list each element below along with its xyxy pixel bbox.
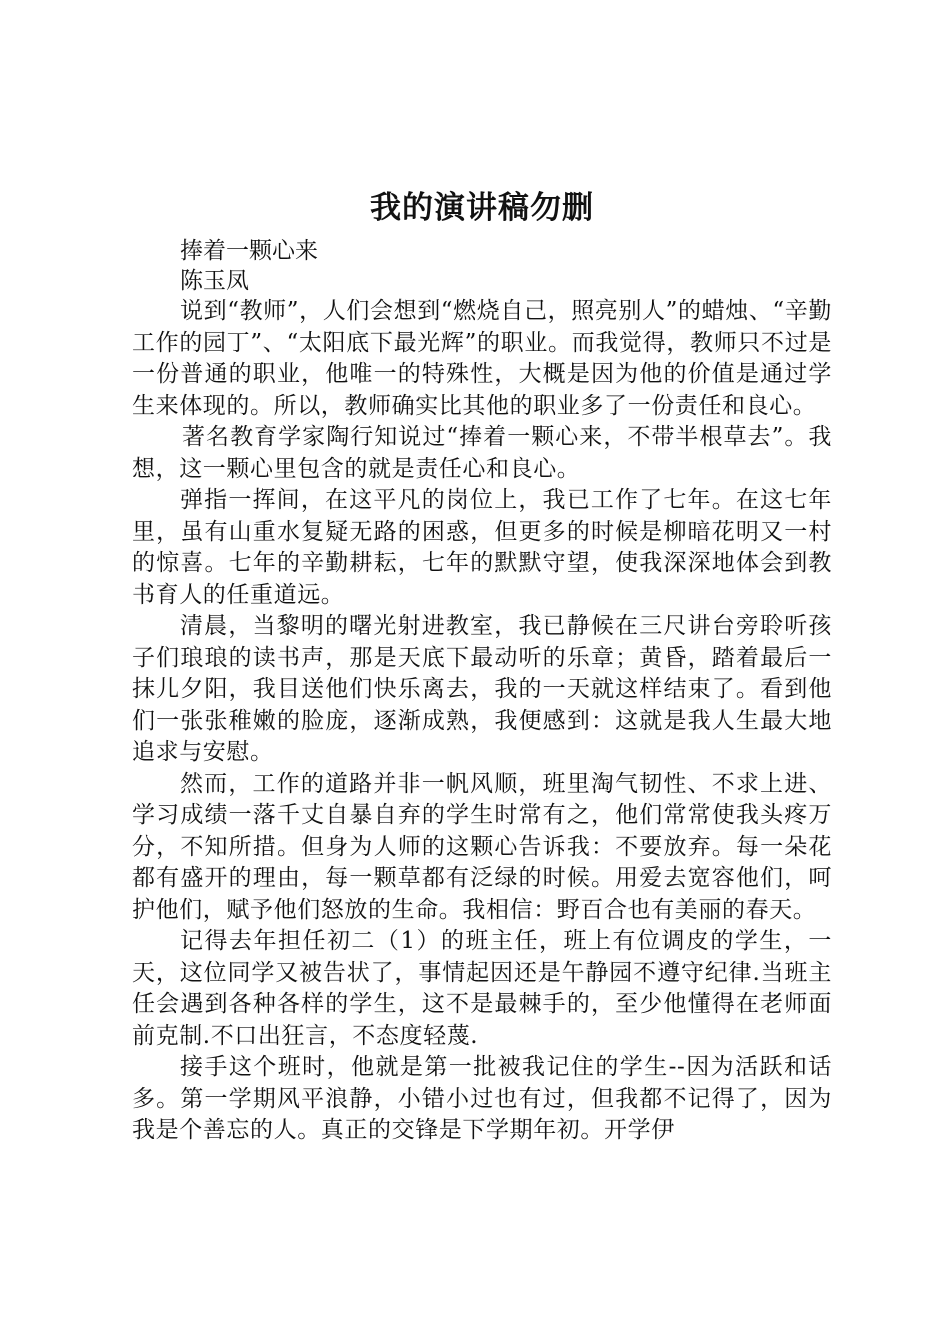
paragraph: 弹指一挥间，在这平凡的岗位上，我已工作了七年。在这七年里，虽有山重水复疑无路的困惑，但更多的时候是柳暗花明又一村的惊喜。七年的辛勤耕耘，七年的默默守望，使我深深地体会到教书育人的任重道远。 bbox=[132, 487, 832, 608]
paragraph: 接手这个班时，他就是第一批被我记住的学生--因为活跃和话多。第一学期风平浪静，小错小过也有过，但我都不记得了，因为我是个善忘的人。真正的交锋是下学期年初。开学伊 bbox=[132, 1054, 832, 1143]
speech-subtitle: 捧着一颗心来 bbox=[180, 238, 318, 264]
paragraph: 记得去年担任初二（1）的班主任，班上有位调皮的学生，一天，这位同学又被告状了，事情起因还是午静园不遵守纪律.当班主任会遇到各种各样的学生，这不是最棘手的，至少他懂得在老师面前克制.不口出狂言，不态度轻蔑. bbox=[132, 928, 832, 1049]
paragraph: 清晨，当黎明的曙光射进教室，我已静候在三尺讲台旁聆听孩子们琅琅的读书声，那是天底下最动听的乐章；黄昏，踏着最后一抹儿夕阳，我目送他们快乐离去，我的一天就这样结束了。看到他们一张张稚嫩的脸庞，逐渐成熟，我便感到：这就是我人生最大地追求与安慰。 bbox=[132, 613, 832, 765]
paragraph: 说到“教师”，人们会想到“燃烧自己，照亮别人”的蜡烛、“辛勤工作的园丁”、“太阳底下最光辉”的职业。而我觉得，教师只不过是一份普通的职业，他唯一的特殊性，大概是因为他的价值是通过学生来体现的。所以，教师确实比其他的职业多了一份责任和良心。 bbox=[132, 298, 832, 419]
paragraph: 然而，工作的道路并非一帆风顺，班里淘气韧性、不求上进、学习成绩一落千丈自暴自弃的学生时常有之，他们常常使我头疼万分，不知所措。但身为人师的这颗心告诉我：不要放弃。每一朵花都有盛开的理由，每一颗草都有泛绿的时候。用爱去宽容他们，呵护他们，赋予他们怒放的生命。我相信：野百合也有美丽的春天。 bbox=[132, 770, 832, 923]
paragraph: 著名教育学家陶行知说过“捧着一颗心来，不带半根草去”。我想，这一颗心里包含的就是责任心和良心。 bbox=[132, 424, 832, 482]
document-page bbox=[132, 186, 832, 1147]
document-title: 我的演讲稿勿删 bbox=[370, 190, 594, 226]
author-name: 陈玉凤 bbox=[180, 268, 249, 294]
